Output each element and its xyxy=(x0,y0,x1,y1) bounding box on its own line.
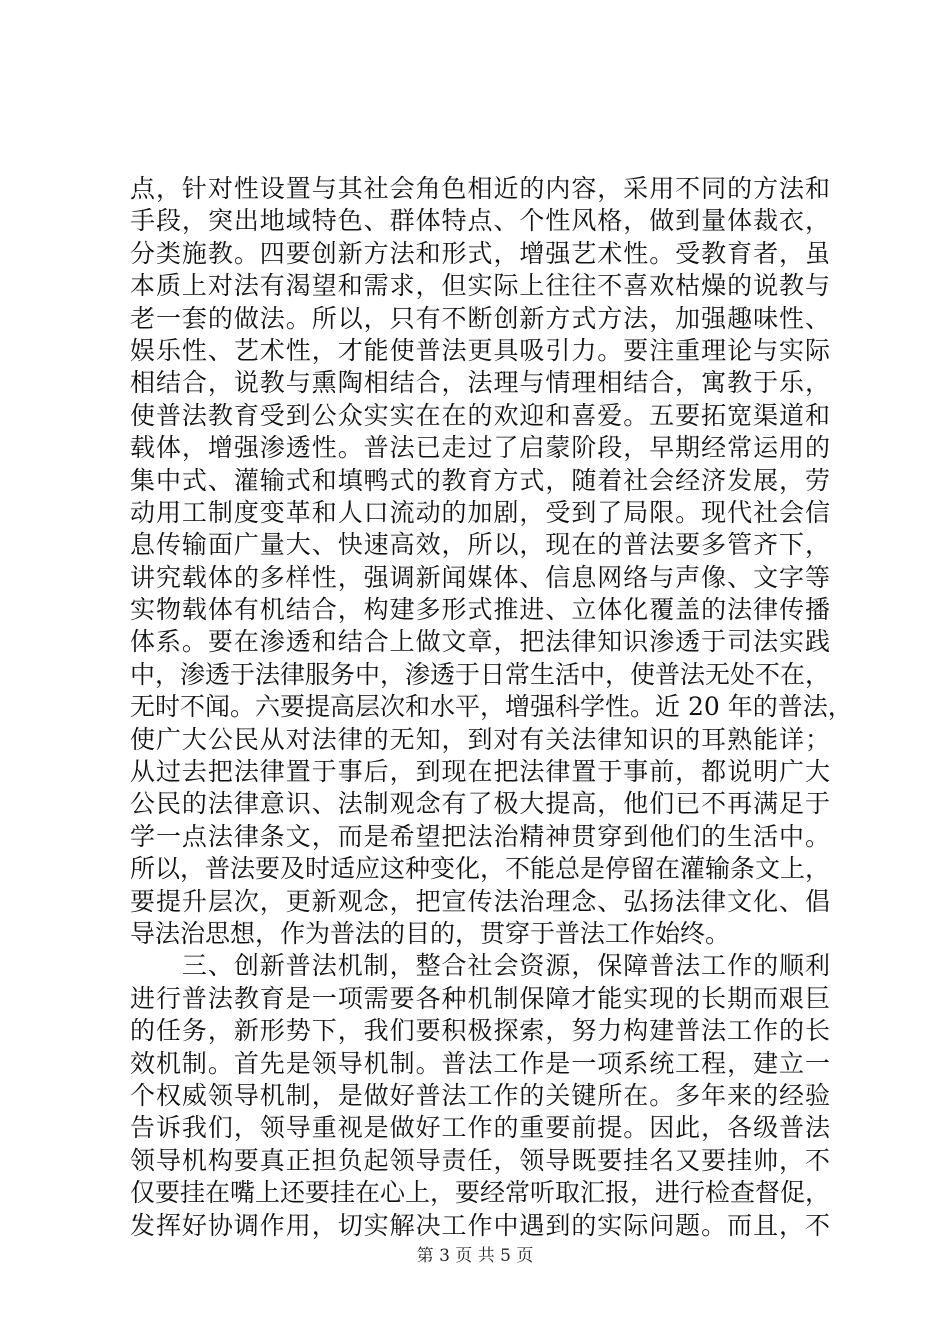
text-line: 学一点法律条文，而是希望把法治精神贯穿到他们的生活中。 xyxy=(130,821,830,851)
text-line: 领导机构要真正担负起领导责任，领导既要挂名又要挂帅，不 xyxy=(130,1145,830,1175)
text-line: 公民的法律意识、法制观念有了极大提高，他们已不再满足于 xyxy=(130,789,830,819)
text-line: 仅要挂在嘴上还要挂在心上，要经常听取汇报，进行检查督促， xyxy=(130,1178,831,1208)
text-line: 娱乐性、艺术性，才能使普法更具吸引力。要注重理论与实际 xyxy=(130,335,830,365)
text-line: 息传输面广量大、快速高效，所以，现在的普法要多管齐下， xyxy=(130,530,830,560)
text-line: 实物载体有机结合，构建多形式推进、立体化覆盖的法律传播 xyxy=(130,595,830,625)
text-line: 本质上对法有渴望和需求，但实际上往往不喜欢枯燥的说教与 xyxy=(130,271,830,301)
text-line: 发挥好协调作用，切实解决工作中遇到的实际问题。而且，不 xyxy=(130,1210,830,1240)
text-line: 点，针对性设置与其社会角色相近的内容，采用不同的方法和 xyxy=(130,174,830,203)
text-line: 效机制。首先是领导机制。普法工作是一项系统工程，建立一 xyxy=(130,1048,830,1078)
text-line: 从过去把法律置于事后，到现在把法律置于事前，都说明广大 xyxy=(130,757,830,787)
text-line: 动用工制度变革和人口流动的加剧，受到了局限。现代社会信 xyxy=(130,497,830,527)
paragraph-end-line: 导法治思想，作为普法的目的，贯穿于普法工作始终。 xyxy=(130,918,731,948)
text-line: 要提升层次，更新观念，把宣传法治理念、弘扬法律文化、倡 xyxy=(130,886,830,916)
text-line: 体系。要在渗透和结合上做文章，把法律知识渗透于司法实践 xyxy=(130,627,830,657)
text-line: 使广大公民从对法律的无知，到对有关法律知识的耳熟能详； xyxy=(130,724,830,754)
section-heading-line: 三、创新普法机制，整合社会资源，保障普法工作的顺利 xyxy=(130,951,830,981)
text-line: 进行普法教育是一项需要各种机制保障才能实现的长期而艰巨 xyxy=(130,983,830,1013)
text-line: 使普法教育受到公众实实在在的欢迎和喜爱。五要拓宽渠道和 xyxy=(130,400,830,430)
text-line: 分类施教。四要创新方法和形式，增强艺术性。受教育者，虽 xyxy=(130,238,830,268)
text-line: 讲究载体的多样性，强调新闻媒体、信息网络与声像、文字等 xyxy=(130,562,830,592)
text-line: 中，渗透于法律服务中，渗透于日常生活中，使普法无处不在， xyxy=(130,659,831,689)
text-line: 集中式、灌输式和填鸭式的教育方式，随着社会经济发展，劳 xyxy=(130,465,830,495)
text-line: 的任务，新形势下，我们要积极探索，努力构建普法工作的长 xyxy=(130,1016,830,1046)
text-line: 相结合，说教与熏陶相结合，法理与情理相结合，寓教于乐， xyxy=(130,368,830,398)
text-line: 个权威领导机制，是做好普法工作的关键所在。多年来的经验 xyxy=(130,1080,830,1110)
page-number-footer: 第 3 页 共 5 页 xyxy=(416,1246,534,1266)
text-line: 无时不闻。六要提高层次和水平，增强科学性。近 20 年的普法， xyxy=(130,692,853,722)
text-line: 手段，突出地域特色、群体特点、个性风格，做到量体裁衣， xyxy=(130,206,830,236)
text-line: 告诉我们，领导重视是做好工作的重要前提。因此，各级普法 xyxy=(130,1113,830,1143)
text-line: 载体，增强渗透性。普法已走过了启蒙阶段，早期经常运用的 xyxy=(130,433,830,463)
text-line: 所以，普法要及时适应这种变化，不能总是停留在灌输条文上， xyxy=(130,854,831,884)
body-text xyxy=(130,173,853,1242)
text-line: 老一套的做法。所以，只有不断创新方式方法，加强趣味性、 xyxy=(130,303,830,333)
